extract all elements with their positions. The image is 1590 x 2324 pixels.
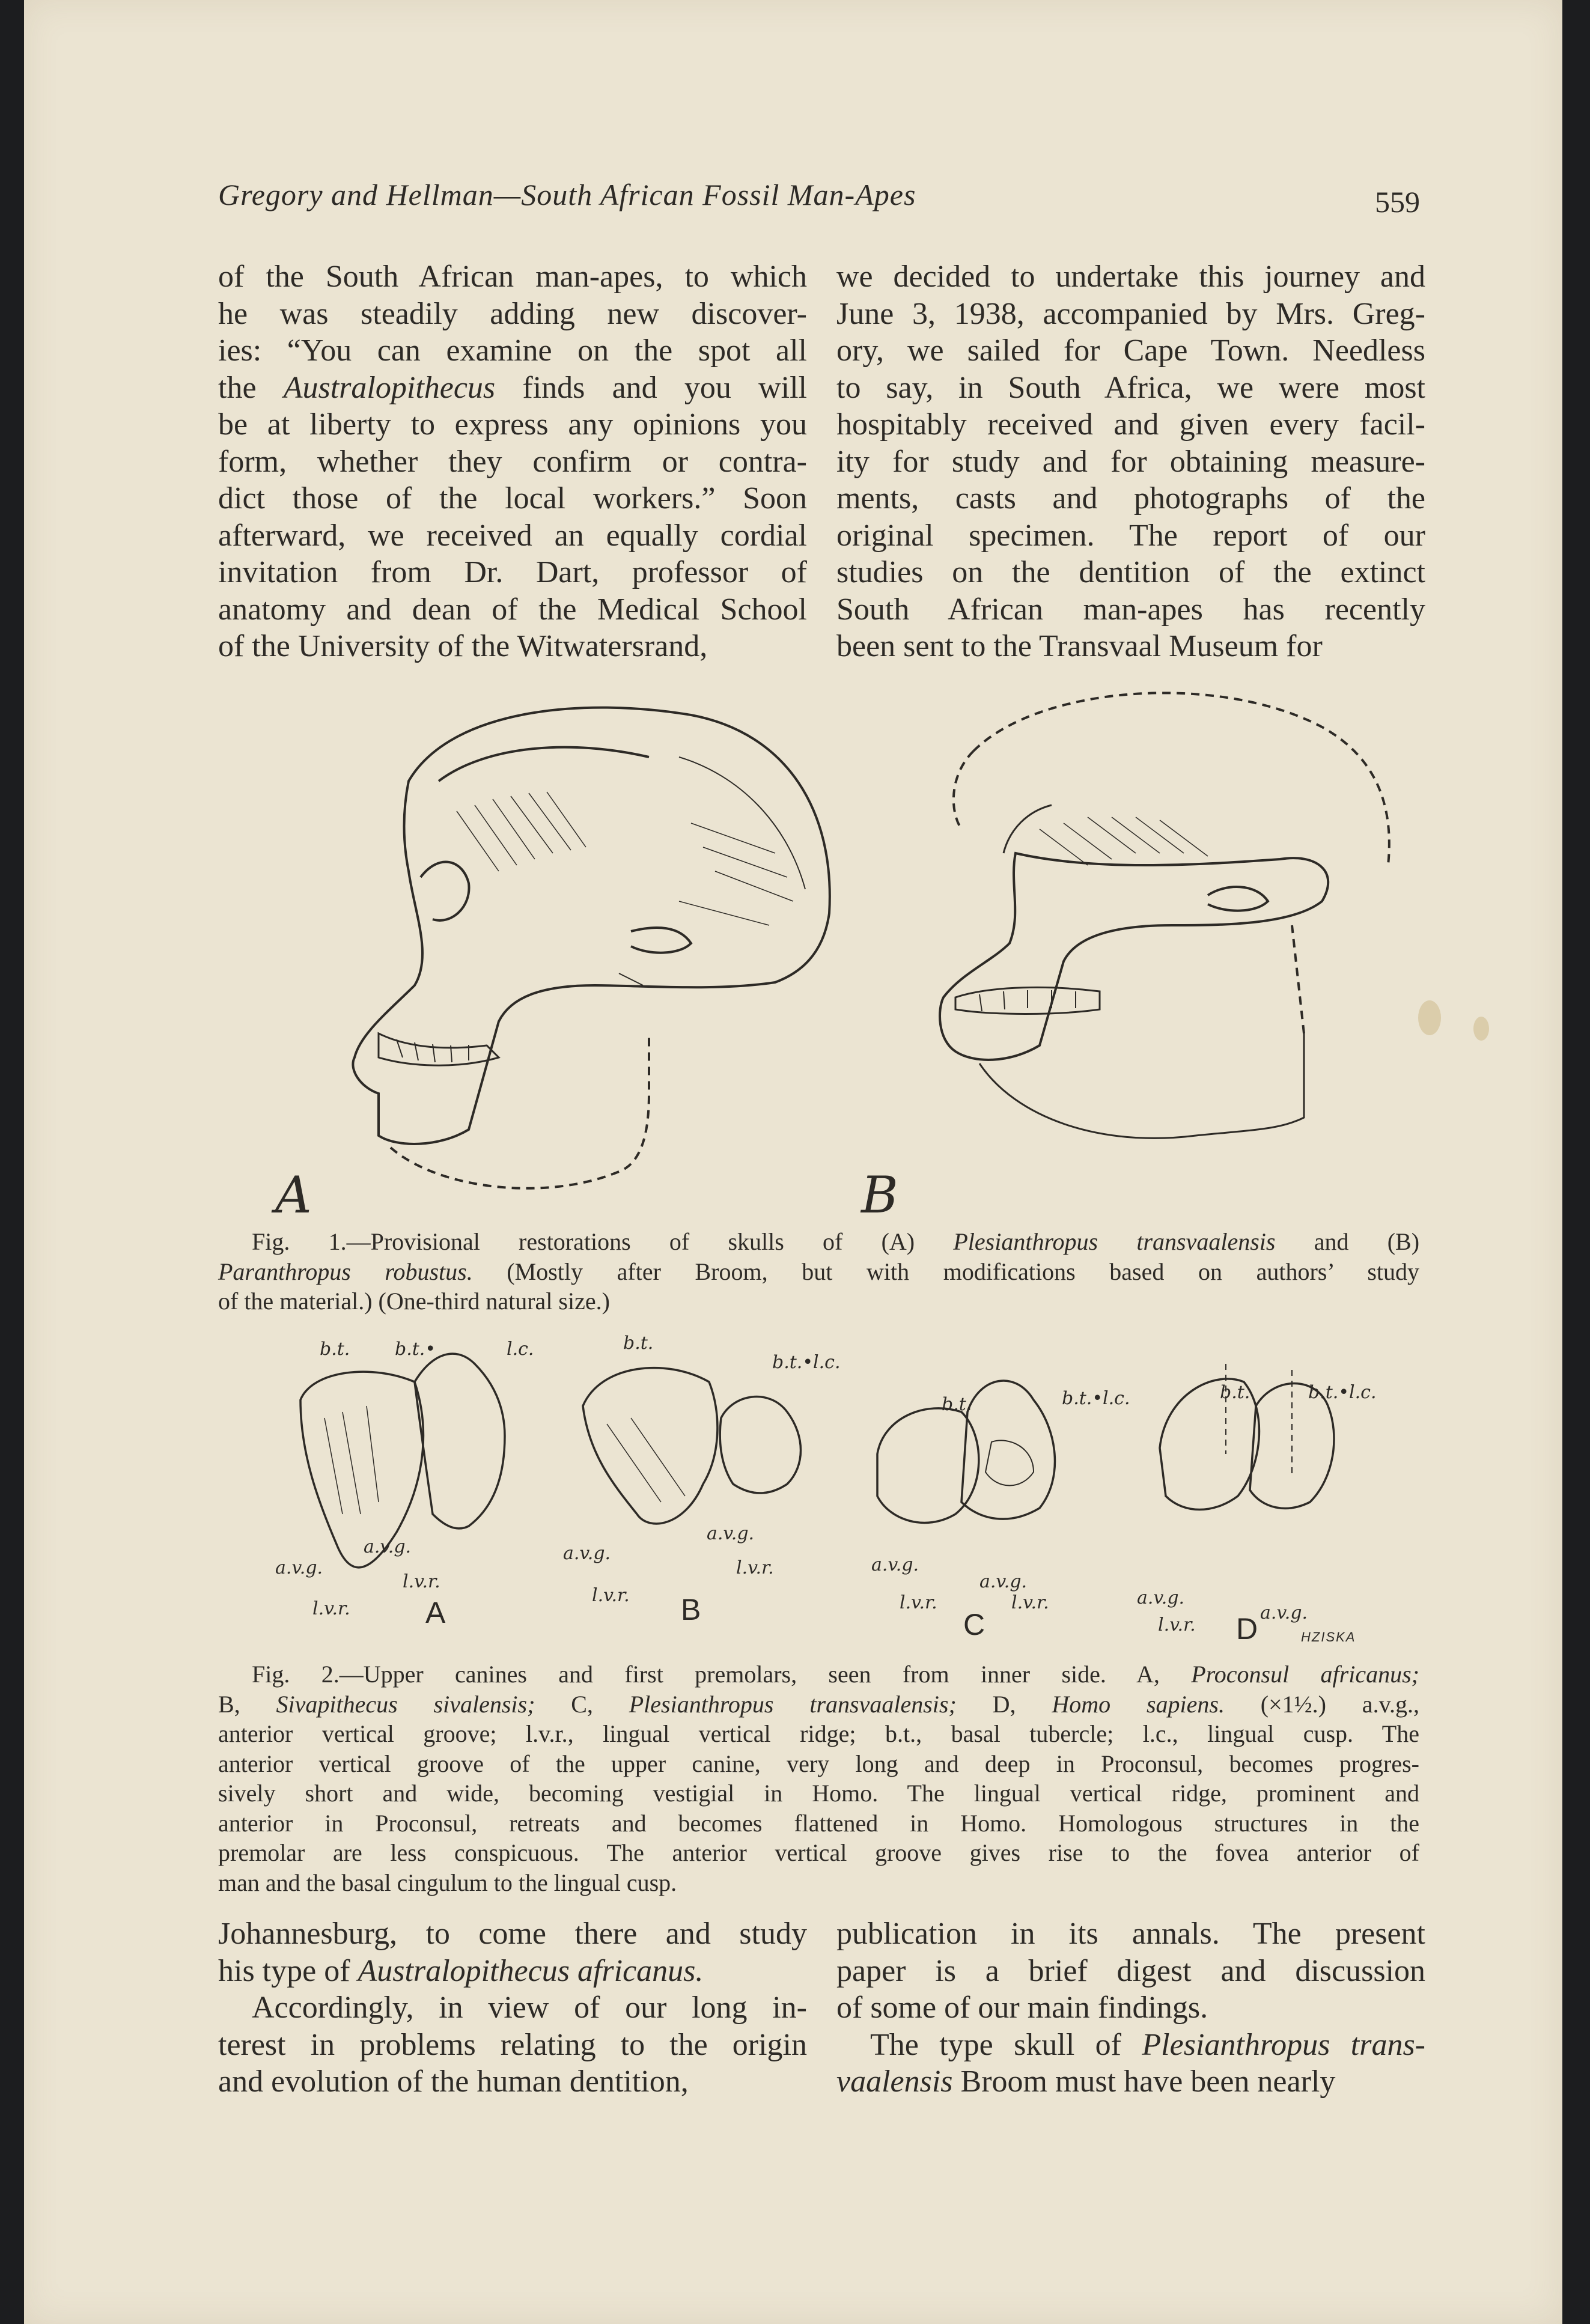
text-line: ments, casts and photographs of the	[836, 481, 1425, 516]
text-line: be at liberty to express any opinions you	[218, 407, 807, 442]
journal-page	[24, 0, 1562, 2324]
tooth-label-avg-b2: a.v.g.	[707, 1523, 755, 1544]
tooth-label-avg-a2: a.v.g.	[364, 1536, 412, 1557]
tooth-label-lvr-a: l.v.r.	[403, 1571, 440, 1592]
figure-2-teeth	[276, 1334, 1466, 1646]
body-column-right-top	[836, 258, 1425, 665]
tooth-label-bt-b: b.t.	[623, 1333, 654, 1354]
text-line: and evolution of the human dentition,	[218, 2064, 689, 2099]
text-segment: his type of	[218, 1953, 358, 1988]
text-line	[218, 1659, 1419, 1690]
italic-term: Homo sapiens.	[1052, 1690, 1225, 1718]
italic-term: Australopithecus	[283, 370, 496, 405]
text-line	[218, 1257, 1419, 1287]
italic-term: Proconsul africanus;	[1191, 1661, 1419, 1688]
figure-2-panel-c: C	[963, 1608, 985, 1641]
tooth-label-avg-c: a.v.g.	[871, 1554, 919, 1575]
text-line	[218, 1690, 1419, 1720]
text-line: been sent to the Transvaal Museum for	[836, 629, 1323, 663]
text-line: South African man-apes has recently	[836, 592, 1425, 627]
text-line: man and the basal cingulum to the lingual cusp.	[218, 1869, 677, 1896]
body-column-left-bottom	[218, 1915, 807, 2100]
figure-1-label-b: B	[861, 1166, 898, 1224]
figure-1-label-a: A	[275, 1166, 312, 1224]
text-segment: C,	[535, 1690, 629, 1718]
page-number: 559	[1375, 185, 1420, 219]
tooth-label-avg-d2: a.v.g.	[1260, 1602, 1308, 1623]
text-line: invitation from Dr. Dart, professor of	[218, 555, 807, 589]
text-line: terest in problems relating to the origin	[218, 2027, 807, 2062]
tooth-label-lc-a: l.c.	[507, 1339, 534, 1360]
text-segment: (Mostly after Broom, but with modifications based on authors’ study	[472, 1258, 1419, 1285]
italic-term: Paranthropus robustus.	[218, 1258, 473, 1285]
figure-1-caption	[218, 1227, 1419, 1316]
text-line: sively short and wide, becoming vestigial in Homo. The lingual vertical ridge, prominent and	[218, 1780, 1419, 1807]
text-line: paper is a brief digest and discussion	[836, 1953, 1425, 1988]
figure-2-panel-a: A	[425, 1596, 446, 1629]
tooth-label-lvr-b2: l.v.r.	[736, 1557, 774, 1578]
text-segment: and (B)	[1275, 1228, 1420, 1255]
italic-term: Sivapithecus sivalensis;	[276, 1690, 535, 1718]
page-header	[218, 177, 1420, 219]
italic-term: Australopithecus africanus.	[358, 1953, 704, 1988]
body-column-right-bottom	[836, 1915, 1425, 2100]
text-segment: Broom must have been nearly	[952, 2064, 1336, 2099]
text-line: premolar are less conspicuous. The anterior vertical groove gives rise to the fovea anterior of	[218, 1839, 1419, 1866]
text-line: Johannesburg, to come there and study	[218, 1917, 807, 1951]
text-line: hospitably received and given every facil-	[836, 407, 1425, 442]
text-line: original specimen. The report of our	[836, 518, 1425, 553]
text-line: anatomy and dean of the Medical School	[218, 592, 807, 627]
text-line: publication in its annals. The present	[836, 1917, 1425, 1951]
text-line	[218, 1953, 807, 1990]
text-line: Accordingly, in view of our long in-	[252, 1991, 807, 2025]
text-line: ies: “You can examine on the spot all	[218, 333, 807, 368]
figure-2-panel-d: D	[1236, 1612, 1258, 1646]
text-segment: B,	[218, 1690, 276, 1718]
italic-term: Plesianthropus trans-	[1142, 2027, 1426, 2062]
text-line: form, whether they confirm or contra-	[218, 444, 807, 479]
tooth-label-avg-a: a.v.g.	[275, 1557, 323, 1578]
text-line: of the material.) (One-third natural size.)	[218, 1288, 610, 1315]
text-line: anterior vertical groove; l.v.r., lingual vertical ridge; b.t., basal tubercle; l.c., lingual cusp. The	[218, 1720, 1419, 1747]
text-segment: finds and you will	[495, 370, 807, 405]
text-line: June 3, 1938, accompanied by Mrs. Greg-	[836, 296, 1425, 331]
text-line: of the South African man-apes, to which	[218, 260, 807, 294]
text-segment: the	[218, 370, 284, 405]
figure-2-caption	[218, 1659, 1419, 1897]
text-segment: Fig. 2.—Upper canines and first premolars, seen from inner side. A,	[252, 1661, 1192, 1688]
illustrator-signature: HZISKA	[1301, 1629, 1356, 1644]
italic-term: vaalensis	[836, 2064, 953, 2099]
tooth-label-bt-lc-b: b.t.•l.c.	[772, 1352, 841, 1373]
tooth-label-lvr-c2: l.v.r.	[1011, 1592, 1049, 1613]
text-line: afterward, we received an equally cordial	[218, 518, 807, 553]
tooth-label-bt-c: b.t.	[942, 1394, 972, 1415]
tooth-label-lvr-a2: l.v.r.	[312, 1598, 350, 1619]
text-line: we decided to undertake this journey and	[836, 260, 1425, 294]
skull-a-drawing	[353, 708, 829, 1188]
text-segment: The type skull of	[870, 2027, 1142, 2062]
tooth-label-bt-dot-a: b.t.•	[395, 1339, 436, 1360]
tooth-label-bt-lc-c: b.t.•l.c.	[1062, 1388, 1130, 1409]
tooth-label-lvr-d: l.v.r.	[1158, 1614, 1196, 1635]
running-head: Gregory and Hellman—South African Fossil Man-Apes	[218, 178, 916, 211]
body-column-left-top	[218, 258, 807, 665]
text-line: of some of our main findings.	[836, 1991, 1208, 2025]
text-line	[218, 1227, 1419, 1257]
tooth-label-avg-b: a.v.g.	[563, 1543, 611, 1564]
text-segment: D,	[956, 1690, 1052, 1718]
text-segment: (×1½.) a.v.g.,	[1224, 1690, 1419, 1718]
tooth-label-bt-a: b.t.	[320, 1339, 350, 1360]
text-line: ory, we sailed for Cape Town. Needless	[836, 333, 1425, 368]
text-line: anterior in Proconsul, retreats and becomes flattened in Homo. Homologous structures in the	[218, 1809, 1419, 1837]
text-line: dict those of the local workers.” Soon	[218, 481, 807, 516]
text-segment: Fig. 1.—Provisional restorations of skulls of (A)	[252, 1228, 954, 1255]
text-line: he was steadily adding new discover-	[218, 296, 807, 331]
text-line: of the University of the Witwatersrand,	[218, 629, 708, 663]
text-line	[218, 370, 807, 407]
tooth-label-lvr-c: l.v.r.	[900, 1592, 937, 1613]
tooth-label-bt-lc-d: b.t.•l.c.	[1308, 1382, 1377, 1403]
text-line: to say, in South Africa, we were most	[836, 370, 1425, 405]
text-line: studies on the dentition of the extinct	[836, 555, 1425, 589]
tooth-label-avg-d: a.v.g.	[1137, 1587, 1185, 1608]
text-line	[836, 2063, 1425, 2100]
text-line: ity for study and for obtaining measure-	[836, 444, 1425, 479]
tooth-label-lvr-b: l.v.r.	[592, 1585, 630, 1606]
figure-1-skulls	[258, 673, 1436, 1232]
italic-term: Plesianthropus transvaalensis	[953, 1228, 1276, 1255]
paper-stain	[1473, 1017, 1489, 1041]
text-line	[836, 2027, 1425, 2064]
italic-term: Plesianthropus transvaalensis;	[629, 1690, 957, 1718]
text-line: anterior vertical groove of the upper canine, very long and deep in Proconsul, becomes progres-	[218, 1750, 1419, 1777]
skull-b-drawing	[940, 693, 1389, 1138]
tooth-label-avg-c2: a.v.g.	[979, 1571, 1028, 1592]
figure-2-panel-b: B	[681, 1593, 701, 1626]
tooth-label-bt-d: b.t.	[1220, 1382, 1250, 1403]
